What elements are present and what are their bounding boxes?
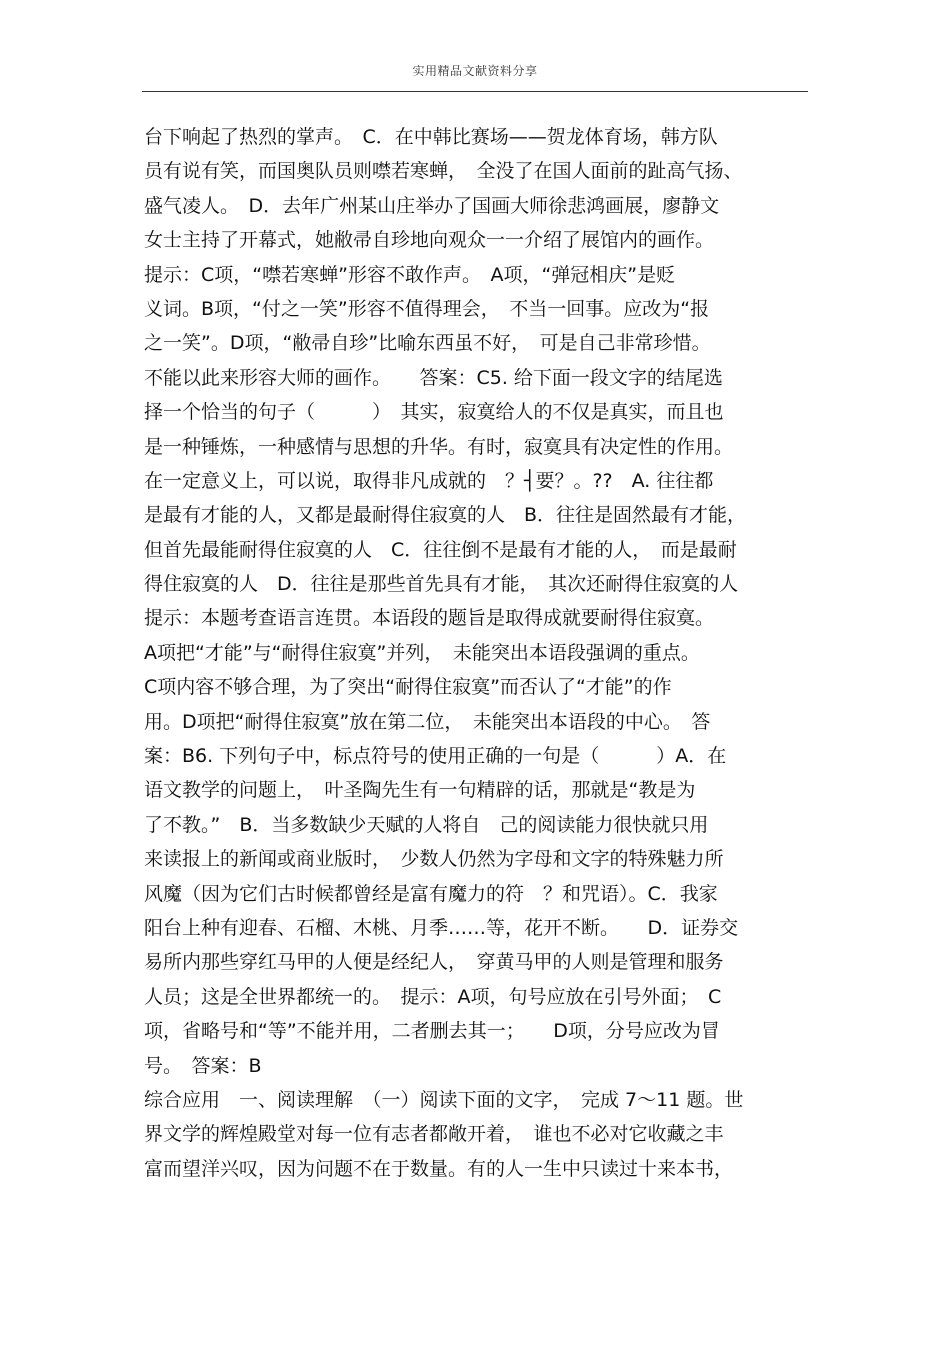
- text-line: 得住寂寞的人 D．往往是那些首先具有才能， 其次还耐得住寂寞的人: [144, 573, 739, 596]
- body-text: [144, 120, 812, 1186]
- text-line: 是一种锤炼，一种感情与思想的升华。有时，寂寞具有决定性的作用。: [144, 435, 734, 458]
- text-line: 案：B6. 下列句子中，标点符号的使用正确的一句是（ ）A．在: [144, 745, 727, 768]
- text-line: 阳台上种有迎春、石榴、木桃、月季……等，花开不断。 D．证券交: [144, 916, 739, 939]
- text-line: 人员；这是全世界都统一的。 提示：A项，句号应放在引号外面； C: [144, 985, 722, 1008]
- text-line: 来读报上的新闻或商业版时， 少数人仍然为字母和文字的特殊魅力所: [144, 848, 724, 871]
- text-line: 提示：C项，“噤若寒蝉”形容不敢作声。 A项，“弹冠相庆”是贬: [144, 263, 676, 286]
- text-line: 富而望洋兴叹，因为问题不在于数量。有的人一生中只读过十来本书，: [144, 1157, 734, 1180]
- text-line: 盛气凌人。 D．去年广州某山庄举办了国画大师徐悲鸿画展，廖静文: [144, 194, 720, 217]
- text-line: 用。D项把“耐得住寂寞”放在第二位， 未能突出本语段的中心。 答: [144, 710, 711, 733]
- text-line: 择一个恰当的句子（ ） 其实，寂寞给人的不仅是真实，而且也: [144, 401, 724, 424]
- header-divider: [142, 91, 808, 92]
- text-line: 但首先最能耐得住寂寞的人 C．往往倒不是最有才能的人， 而是最耐: [144, 538, 737, 561]
- text-line: 语文教学的问题上， 叶圣陶先生有一句精辟的话，那就是“教是为: [144, 779, 696, 802]
- text-line: 提示：本题考查语言连贯。本语段的题旨是取得成就要耐得住寂寞。: [144, 607, 715, 630]
- text-line: 不能以此来形容大师的画作。 答案：C5. 给下面一段文字的结尾选: [144, 366, 723, 389]
- text-line: 号。 答案：B: [144, 1054, 262, 1077]
- text-line: 易所内那些穿红马甲的人便是经纪人， 穿黄马甲的人则是管理和服务: [144, 951, 724, 974]
- text-line: 了不教。” B．当多数缺少天赋的人将自 己的阅读能力很快就只用: [144, 813, 709, 836]
- text-line: 在一定意义上，可以说，取得非凡成就的 ？┤要？。?? A. 往往都: [144, 469, 714, 492]
- text-line: 是最有才能的人，又都是最耐得住寂寞的人 B．往往是固然最有才能，: [144, 504, 747, 527]
- text-line: 女士主持了开幕式，她敝帚自珍地向观众一一介绍了展馆内的画作。: [144, 229, 715, 252]
- page-header-title: 实用精品文献资料分享: [412, 64, 538, 78]
- text-line: 员有说有笑，而国奥队员则噤若寒蝉， 全没了在国人面前的趾高气扬、: [144, 160, 743, 183]
- text-line: A项把“才能”与“耐得住寂寞”并列， 未能突出本语段强调的重点。: [144, 641, 700, 664]
- text-line: C项内容不够合理，为了突出“耐得住寂寞”而否认了“才能”的作: [144, 676, 672, 699]
- text-line: 界文学的辉煌殿堂对每一位有志者都敞开着， 谁也不必对它收藏之丰: [144, 1123, 724, 1146]
- text-line: 之一笑”。D项，“敝帚自珍”比喻东西虽不好， 可是自己非常珍惜。: [144, 332, 711, 355]
- text-line: 义词。B项，“付之一笑”形容不值得理会， 不当一回事。应改为“报: [144, 297, 710, 320]
- text-line: 风魔（因为它们古时候都曾经是富有魔力的符 ？和咒语）。C．我家: [144, 882, 718, 905]
- text-line: 项，省略号和“等”不能并用，二者删去其一； D项，分号应改为冒: [144, 1020, 720, 1043]
- text-line: 台下响起了热烈的掌声。 C．在中韩比赛场——贺龙体育场，韩方队: [144, 126, 718, 148]
- text-line: 综合应用 一、阅读理解 （一）阅读下面的文字， 完成 7～11 题。世: [144, 1088, 744, 1111]
